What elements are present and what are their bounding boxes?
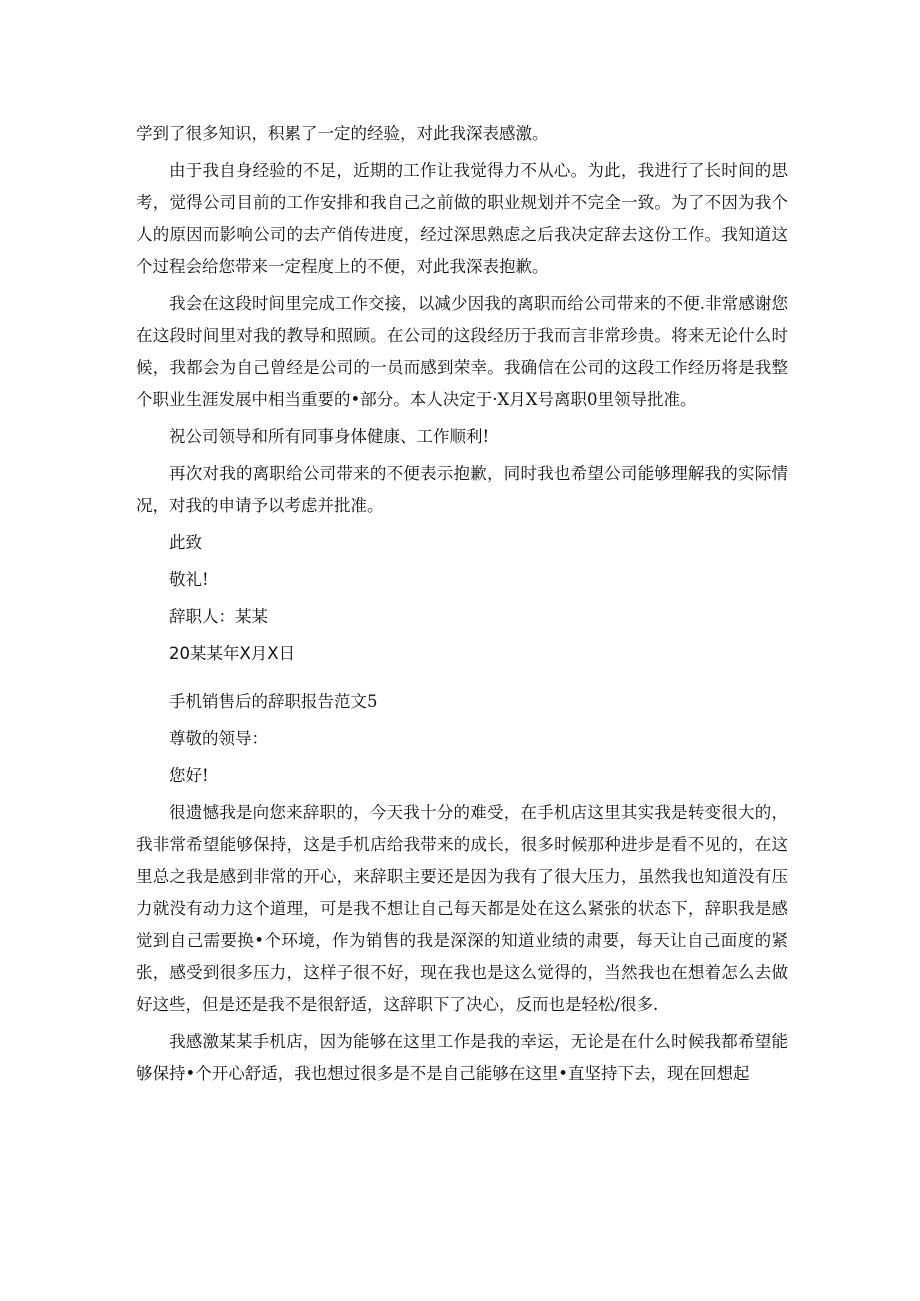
paragraph-regret: 很遗憾我是向您来辞职的，今天我十分的难受，在手机店这里其实我是转变很大的，我非常希望能够保持，这是手机店给我带来的成长，很多时候那种进步是看不见的，在这里总之我是感到非常的开心，来辞职主要还是因为我有了很大压力，虽然我也知道没有压力就没有动力这个道理，可是我不想让自己每天都是处在这么紧张的状态下，辞职我是感觉到自己需要换•个环境，作为销售的我是深深的知道业绩的肃要，每天让自己面度的紧张，感受到很多压力，这样子很不好，现在我也是这么觉得的，当然我也在想着怎么去做好这些，但是还是我不是很舒适，这辞职下了决心，反而也是轻松/很多. xyxy=(136,803,788,1014)
paragraph-gratitude: 我感激某某手机店，因为能够在这里工作是我的幸运，无论是在什么时候我都希望能够保持•个开心舒适，我也想过很多是不是自己能够在这里•直坚持下去，现在回想起 xyxy=(136,1032,788,1083)
section-heading: 手机销售后的辞职报告范文5 xyxy=(169,692,378,711)
paragraph-reason: 由于我自身经验的不足，近期的工作让我觉得力不从心。为此，我进行了长时间的思考，觉得公司目前的工作安排和我自己之前做的职业规划并不完全一致。为了不因为我个人的原因而影响公司的去产俏传进度，经过深思熟虑之后我决定辞去这份工作。我知道这个过程会给您带来一定程度上的不便，对此我深表抱歉。 xyxy=(136,161,788,276)
document-body xyxy=(136,118,788,1090)
signature-date: 20某某年X月X日 xyxy=(169,644,296,663)
letter-hello: 您好! xyxy=(169,766,209,785)
signature-name: 辞职人：某某 xyxy=(169,607,268,626)
paragraph-continuation: 学到了很多知识，积累了一定的经验，对此我深表感激。 xyxy=(136,124,549,143)
paragraph-apology: 再次对我的离职给公司带来的不便表示抱歉，同时我也希望公司能够理解我的实际情况，对我的申请予以考虑并批准。 xyxy=(136,464,788,515)
closing-regards: 敬礼! xyxy=(169,570,209,589)
paragraph-wishes: 祝公司领导和所有同事身体健康、工作顺利! xyxy=(169,427,490,446)
letter-greeting: 尊敬的领导： xyxy=(169,729,268,748)
paragraph-handover: 我会在这段时间里完成工作交接，以减少因我的离职而给公司带来的不便.非常感谢您在这段时间里对我的教导和照顾。在公司的这段经历于我而言非常珍贵。将来无论什么时候，我都会为自己曾经是公司的一员而感到荣幸。我确信在公司的这段工作经历将是我整个职业生涯发展中相当重要的•部分。本人决定于·X月X号离职0里领导批准。 xyxy=(136,294,788,409)
closing-salutation: 此致 xyxy=(169,533,202,552)
